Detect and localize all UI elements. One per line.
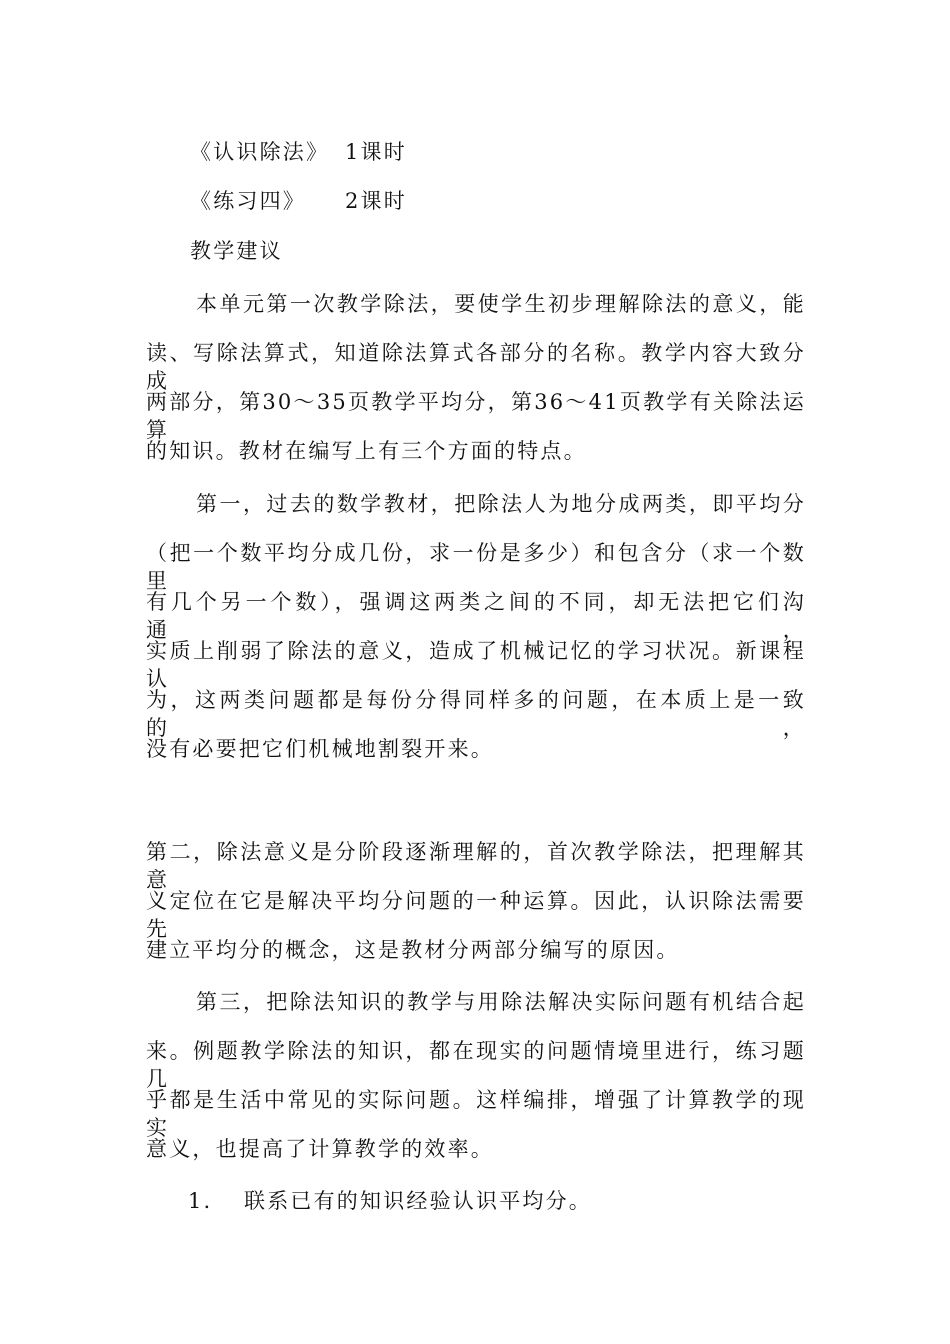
- schedule-title: 《练习四》: [190, 189, 306, 213]
- paragraph-line: 意义，也提高了计算教学的效率。: [146, 1137, 494, 1161]
- paragraph-line: 建立平均分的概念，这是教材分两部分编写的原因。: [146, 938, 680, 962]
- paragraph-line: （把一个数平均分成几份，求一份是多少）和包含分（求一个数里: [146, 541, 806, 593]
- paragraph-line: 本单元第一次教学除法，要使学生初步理解除法的意义，能: [196, 292, 806, 316]
- schedule-hours: 2课时: [345, 189, 407, 213]
- paragraph-line: 第三，把除法知识的教学与用除法解决实际问题有机结合起: [196, 990, 806, 1014]
- list-item-number: 1.: [188, 1189, 213, 1213]
- paragraph-line: 第一，过去的数学教材，把除法人为地分成两类，即平均分: [196, 492, 806, 516]
- schedule-row: [190, 187, 407, 215]
- paragraph-line: 义定位在它是解决平均分问题的一种运算。因此，认识除法需要先: [146, 889, 806, 941]
- paragraph-line: 为，这两类问题都是每份分得同样多的问题，在本质上是一致的，: [146, 688, 806, 740]
- paragraph-line: 有几个另一个数），强调这两类之间的不同，却无法把它们沟通，: [146, 590, 806, 642]
- paragraph-line: 没有必要把它们机械地割裂开来。: [146, 737, 494, 761]
- paragraph-line: 乎都是生活中常见的实际问题。这样编排，增强了计算教学的现实: [146, 1088, 806, 1140]
- paragraph-line: 两部分，第30～35页教学平均分，第36～41页教学有关除法运算: [146, 390, 806, 442]
- paragraph-line: 来。例题教学除法的知识，都在现实的问题情境里进行，练习题几: [146, 1039, 806, 1091]
- paragraph-line: 读、写除法算式，知道除法算式各部分的名称。教学内容大致分成: [146, 341, 806, 393]
- paragraph-line: 实质上削弱了除法的意义，造成了机械记忆的学习状况。新课程认: [146, 639, 806, 691]
- list-item-text: 联系已有的知识经验认识平均分。: [244, 1189, 592, 1213]
- section-heading: 教学建议: [190, 239, 283, 263]
- schedule-row: [190, 138, 407, 166]
- paragraph-line: 第二，除法意义是分阶段逐渐理解的，首次教学除法，把理解其意: [146, 840, 806, 892]
- schedule-title: 《认识除法》: [190, 140, 330, 164]
- paragraph-line: 的知识。教材在编写上有三个方面的特点。: [146, 439, 587, 463]
- schedule-hours: 1课时: [345, 140, 407, 164]
